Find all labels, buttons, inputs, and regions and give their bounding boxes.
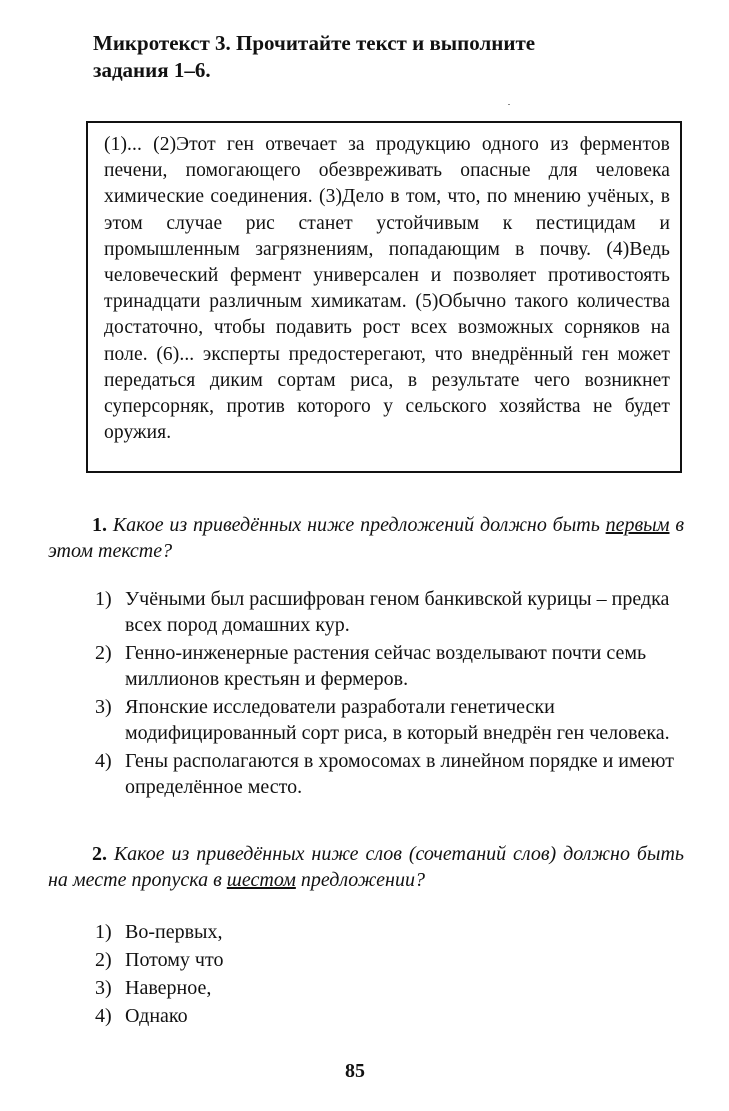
option-item (95, 919, 685, 945)
option-item (95, 947, 685, 973)
option-text: Однако (125, 1005, 188, 1027)
option-text: Во-первых, (125, 921, 223, 943)
option-item (95, 640, 685, 692)
option-number: 4) (95, 1005, 112, 1027)
option-text: Гены располагаются в хромосомах в линейном порядке и имеют определённое место. (125, 750, 674, 798)
option-text: Японские исследователи разработали генетически модифицированный сорт риса, в который внедрён ген человека. (125, 696, 670, 744)
question-2 (48, 841, 684, 893)
option-item (95, 975, 685, 1001)
option-number: 3) (95, 696, 112, 718)
question-1-options (95, 586, 685, 802)
option-number: 1) (95, 588, 112, 610)
page-heading: Микротекст 3. Прочитайте текст и выполните задания 1–6. (93, 31, 536, 82)
page-number: 85 (345, 1060, 365, 1082)
option-number: 1) (95, 921, 112, 943)
option-number: 3) (95, 977, 112, 999)
question-2-underlined: шестом (226, 869, 296, 891)
option-item (95, 1003, 685, 1029)
question-1 (48, 512, 684, 564)
question-2-text-after: предложении? (300, 869, 425, 891)
option-number: 4) (95, 750, 112, 772)
option-text: Потому что (125, 949, 224, 971)
option-text: Генно-инженерные растения сейчас возделывают почти семь миллионов крестьян и фермеров. (125, 642, 647, 690)
option-item (95, 586, 685, 638)
microtext-box (86, 121, 682, 473)
question-2-options (95, 919, 685, 1031)
question-1-text-after: в этом тексте? (48, 514, 684, 562)
option-item (95, 748, 685, 800)
microtext-paragraph: (1)... (2)Этот ген отвечает за продукцию одного из ферментов печени, помогающего обезвреживать опасные для человека химические соединения. (3)Дело в том, что, по мнению учёных, в этом случае рис станет устойчивым к пестицидам и промышленным загрязнениям, попадающим в почву. (4)Ведь человеческий фермент универсален и позволяет противостоять тринадцати различным химикатам. (5)Обычно такого количества достаточно, чтобы подавить рост всех возможных сорняков на поле. (6)... эксперты предостерегают, что внедрённый ген может передаться диким сортам риса, в результате чего возникнет суперсорняк, против которого у сельского хозяйства не будет оружия. (104, 134, 670, 444)
option-number: 2) (95, 949, 112, 971)
question-1-text-before: Какое из приведённых ниже предложений должно быть (112, 514, 600, 536)
question-2-number: 2. (92, 843, 107, 865)
option-text: Наверное, (125, 977, 212, 999)
question-2-text-before: Какое из приведённых ниже слов (сочетаний слов) должно быть на месте пропуска в (48, 843, 684, 891)
option-item (95, 694, 685, 746)
option-number: 2) (95, 642, 112, 664)
scan-speck (508, 104, 510, 105)
question-1-underlined: первым (605, 514, 670, 536)
option-text: Учёными был расшифрован геном банкивской курицы – предка всех пород домашних кур. (125, 588, 670, 636)
question-1-number: 1. (92, 514, 107, 536)
